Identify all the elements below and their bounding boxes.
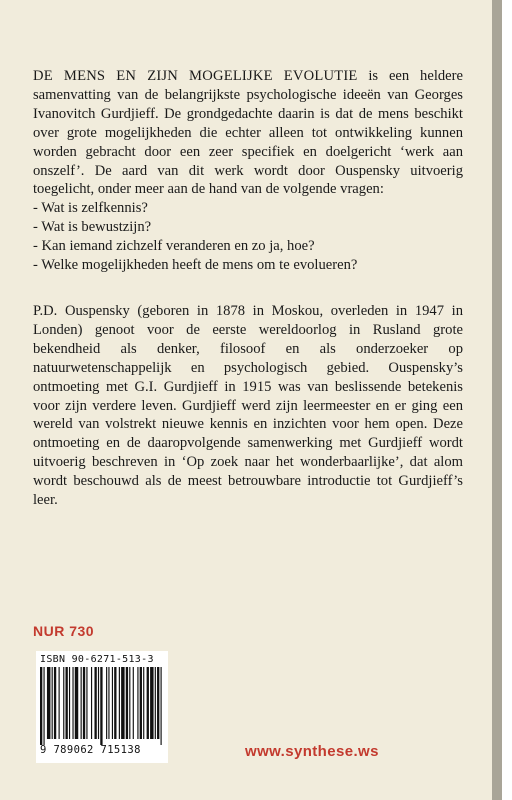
- barcode-bar: [83, 667, 85, 739]
- barcode-bar: [161, 667, 162, 745]
- barcode-bar: [75, 667, 78, 739]
- barcode-bar: [59, 667, 60, 739]
- barcode-bar: [114, 667, 116, 739]
- barcode-bar: [52, 667, 53, 739]
- barcode-bars: [40, 667, 164, 745]
- barcode-bar: [126, 667, 128, 739]
- barcode-bar: [140, 667, 142, 739]
- barcode-bar: [69, 667, 70, 739]
- barcode-bar: [119, 667, 120, 739]
- barcode-bar: [133, 667, 134, 739]
- barcode-bar: [157, 667, 159, 739]
- barcode-bar: [147, 667, 149, 739]
- question-item: - Welke mogelijkheden heeft de mens om te evolueren?: [33, 257, 358, 274]
- ean-number: 9 789062 715138: [40, 744, 141, 756]
- barcode-bar: [66, 667, 68, 739]
- barcode-bar: [155, 667, 156, 739]
- intro-text: is een heldere samenvatting van de belangrijkste psychologische ideeën van Georges Ivanovitch Gurdjieff. De grondgedachte daarin is dat de mens beschikt over grote mogelijkheden die echter alleen tot ontwikkeling kunnen worden gebracht door een zeer specifiek en doelgericht ‘werk aan onszelf’. De aard van dit werk wordt door Ouspensky uitvoerig toegelicht, onder meer aan de hand van de volgende vragen:: [33, 68, 463, 198]
- intro-paragraph: [33, 67, 463, 275]
- publisher-website: www.synthese.ws: [245, 743, 379, 760]
- barcode-bar: [143, 667, 144, 739]
- question-item: - Wat is bewustzijn?: [33, 219, 152, 236]
- book-title-lead: DE MENS EN ZIJN MOGELIJKE EVOLUTIE: [33, 68, 358, 84]
- nur-code: NUR 730: [33, 623, 95, 639]
- barcode-bar: [54, 667, 56, 739]
- barcode-bar: [91, 667, 92, 739]
- barcode-bar: [121, 667, 124, 739]
- question-item: - Wat is zelfkennis?: [33, 200, 148, 217]
- barcode-bar: [47, 667, 50, 739]
- barcode-bar: [137, 667, 138, 739]
- barcode-bar: [86, 667, 87, 739]
- barcode-bar: [72, 667, 73, 739]
- barcode-bar: [106, 667, 107, 739]
- barcode-bar: [94, 667, 96, 739]
- barcode-bar: [63, 667, 64, 739]
- isbn-barcode: [36, 651, 168, 763]
- question-item: - Kan iemand zichzelf veranderen en zo ja, hoe?: [33, 238, 315, 255]
- barcode-bar: [150, 667, 153, 739]
- barcode-bar: [43, 667, 44, 745]
- barcode-bar: [98, 667, 99, 739]
- barcode-bar: [81, 667, 82, 739]
- isbn-number: ISBN 90-6271-513-3: [40, 654, 154, 665]
- author-bio-paragraph: P.D. Ouspensky (geboren in 1878 in Moskou, overleden in 1947 in Londen) genoot voor de eerste wereldoorlog in Rusland grote bekendheid als denker, filosoof en als onderzoeker op natuurwetenschappelijk en psychologisch gebied. Ouspensky’s ontmoeting met G.I. Gurdjieff in 1915 was van beslissende betekenis voor zijn verdere leven. Gurdjieff werd zijn leermeester en er ging een wereld van volstrekt nieuwe kennis en inzichten voor hem open. Deze ontmoeting en de daaropvolgende samenwerking met Gurdjieff wordt uitvoerig beschreven in ‘Op zoek naar het wonderbaarlijke’, dat alom wordt beschouwd als de meest betrouwbare introductie tot Gurdjieff’s leer.: [33, 303, 463, 509]
- barcode-bar: [112, 667, 113, 739]
- barcode-bar: [108, 667, 109, 739]
- question-list: [33, 199, 463, 275]
- barcode-bar: [100, 667, 102, 745]
- barcode-bar: [40, 667, 42, 745]
- barcode-bar: [129, 667, 130, 739]
